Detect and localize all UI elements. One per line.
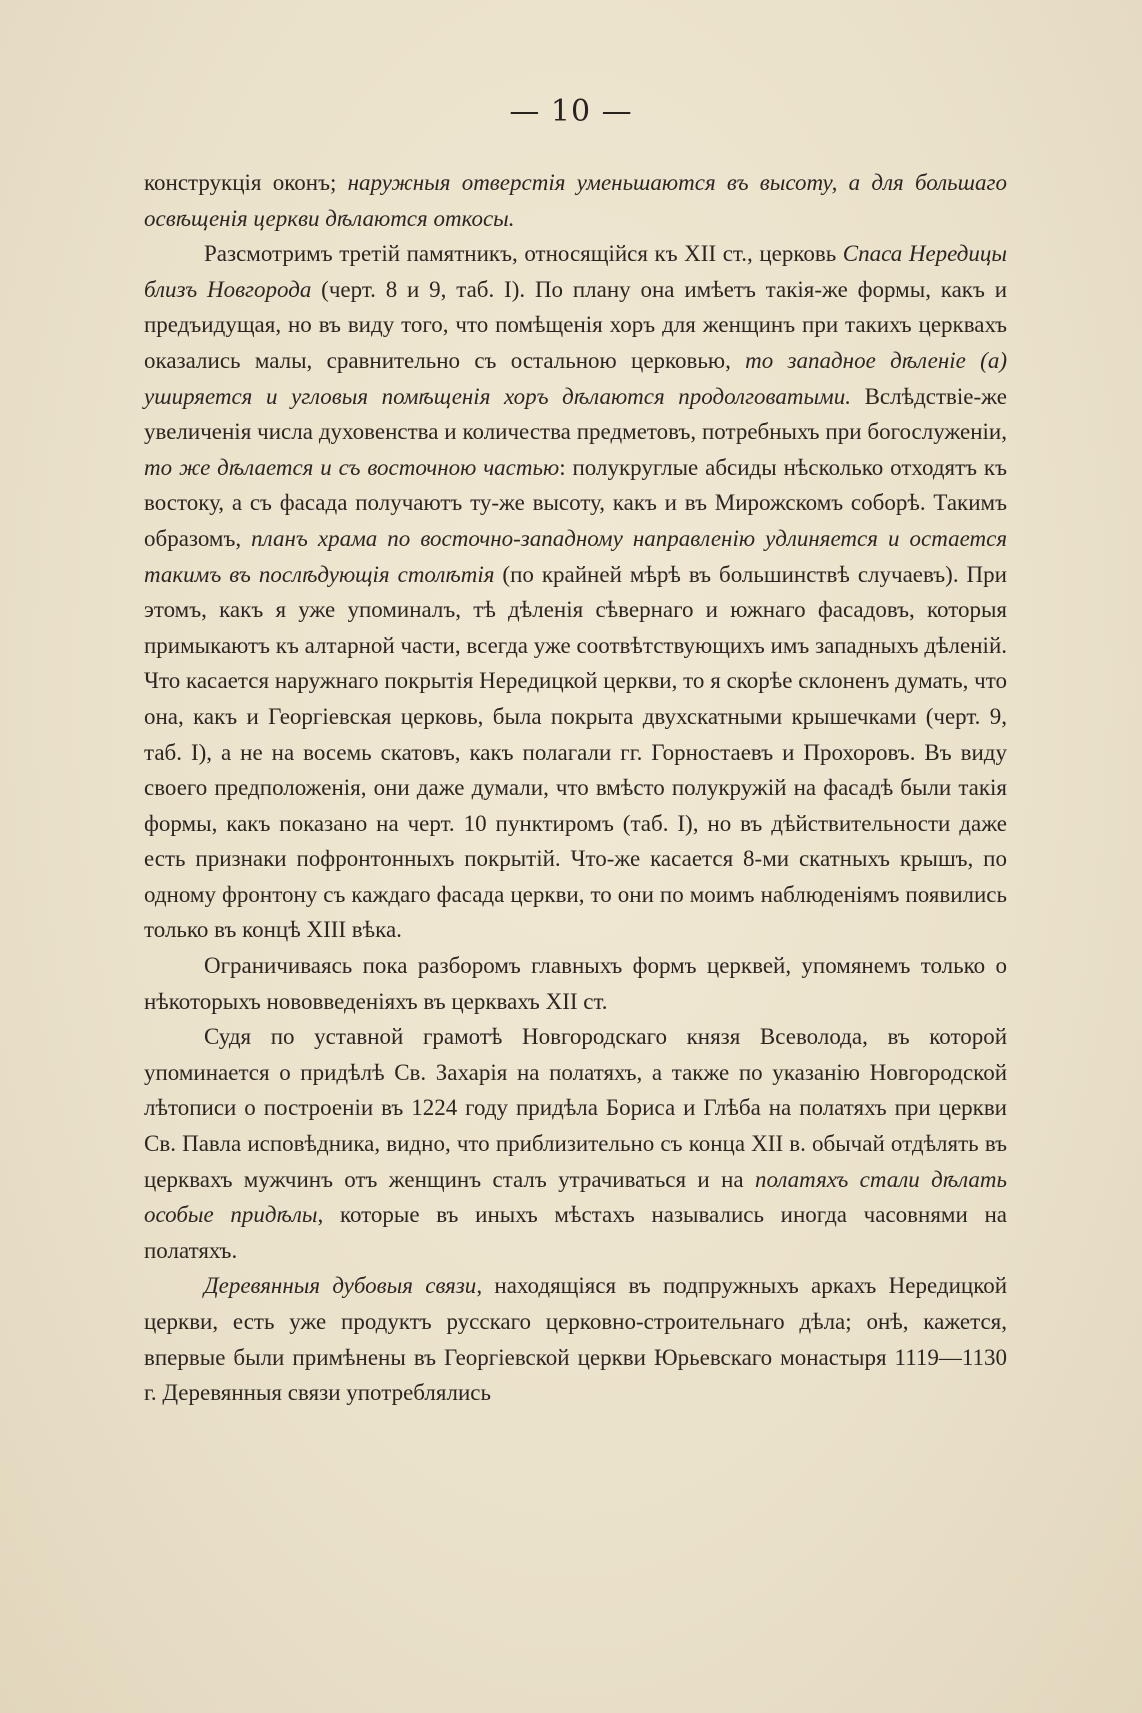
paragraph	[144, 1019, 1007, 1268]
text-run-italic: то же дѣлается и съ восточною частью	[144, 454, 560, 480]
text-run: Ограничиваясь пока разборомъ главныхъ формъ церквей, упомянемъ только о нѣкоторыхъ нововведеніяхъ въ церквахъ XII ст.	[144, 953, 1007, 1014]
text-run: Вслѣдствіе-же увеличенія числа духовенства и количества предметовъ, потребныхъ при богослуженіи,	[144, 383, 1007, 445]
text-run-italic: полатяхъ стали дѣлать особые придѣлы	[144, 1166, 1007, 1228]
text-run: : полукруглые абсиды нѣсколько отходятъ къ востоку, а съ фасада получаютъ ту-же высоту, какъ и въ Мирожскомъ соборѣ. Такимъ образомъ,	[144, 454, 1008, 551]
text-run: Разсмотримъ третій памятникъ, относящійся къ XII ст., церковь	[204, 241, 843, 267]
page-number: — 10 —	[509, 94, 633, 129]
paragraph	[144, 165, 1007, 236]
text-run: (по крайней мѣрѣ въ большинствѣ случаевъ). При этомъ, какъ я уже упоминалъ, тѣ дѣленія сѣвернаго и южнаго фасадовъ, которыя примыкаютъ къ алтарной части, всегда уже соотвѣтствующихъ имъ западныхъ дѣленій. Что касается наружнаго покрытія Нередицкой церкви, то я скорѣе склоненъ думать, что она, какъ и Георгіевская церковь, была покрыта двухскатными крышечками (черт. 9, таб. I), а не на восемь скатовъ, какъ полагали гг. Горностаевъ и Прохоровъ. Въ виду своего предположенія, они даже думали, что вмѣсто полукружій на фасадѣ были такія формы, какъ показано на черт. 10 пунктиромъ (таб. I), но въ дѣйствительности даже есть признаки пофронтонныхъ покрытій. Что-же касается 8-ми скатныхъ крышъ, по одному фронтону съ каждаго фасада церкви, то они по моимъ наблюденіямъ появились только въ концѣ XIII вѣка.	[144, 561, 1007, 943]
paragraph	[144, 948, 1007, 1019]
text-run: , находящіяся въ подпружныхъ аркахъ Нередицкой церкви, есть уже продуктъ русскаго церковно-строительнаго дѣла; онѣ, кажется, впервые были примѣнены въ Георгіевской церкви Юрьевскаго монастыря 1119—1130 г. Деревянныя связи употреблялись	[144, 1273, 1008, 1406]
text-run-italic: Спаса Нередицы близъ Новгорода	[144, 241, 1008, 302]
text-run: (черт. 8 и 9, таб. I). По плану она имѣетъ такія-же формы, какъ и предъидущая, но въ виду того, что помѣщенія хоръ для женщинъ при такихъ церквахъ оказались малы, сравнительно съ остальною церковью,	[144, 276, 1008, 373]
text-run: , которые въ иныхъ мѣстахъ назывались иногда часовнями на полатяхъ.	[144, 1202, 1007, 1263]
text-run-italic: то западное дѣленіе (а) уширяется и угловыя помѣщенія хоръ дѣлаются продолговатыми.	[144, 347, 1007, 409]
text-run-italic: наружныя отверстія уменьшаются въ высоту, а для большаго освѣщенія церкви дѣлаются откосы.	[144, 170, 1007, 231]
text-run-italic: планъ храма по восточно-западному направленію удлиняется и остается такимъ въ послѣдующія столѣтія	[144, 525, 1008, 587]
text-run: конструкція оконъ;	[144, 170, 348, 195]
text-run: Судя по уставной грамотѣ Новгородскаго князя Всеволода, въ которой упоминается о придѣлѣ Св. Захарія на полатяхъ, а также по указанію Новгородской лѣтописи о построеніи въ 1224 году придѣла Бориса и Глѣба на полатяхъ при церкви Св. Павла исповѣдника, видно, что приблизительно съ конца XII в. обычай отдѣлять въ церквахъ мужчинъ отъ женщинъ сталъ утрачиваться и на	[144, 1024, 1007, 1192]
text-run-italic: Деревянныя дубовыя связи	[204, 1273, 477, 1299]
body-text	[144, 165, 1007, 1411]
paragraph	[144, 236, 1007, 948]
paragraph	[144, 1268, 1007, 1410]
